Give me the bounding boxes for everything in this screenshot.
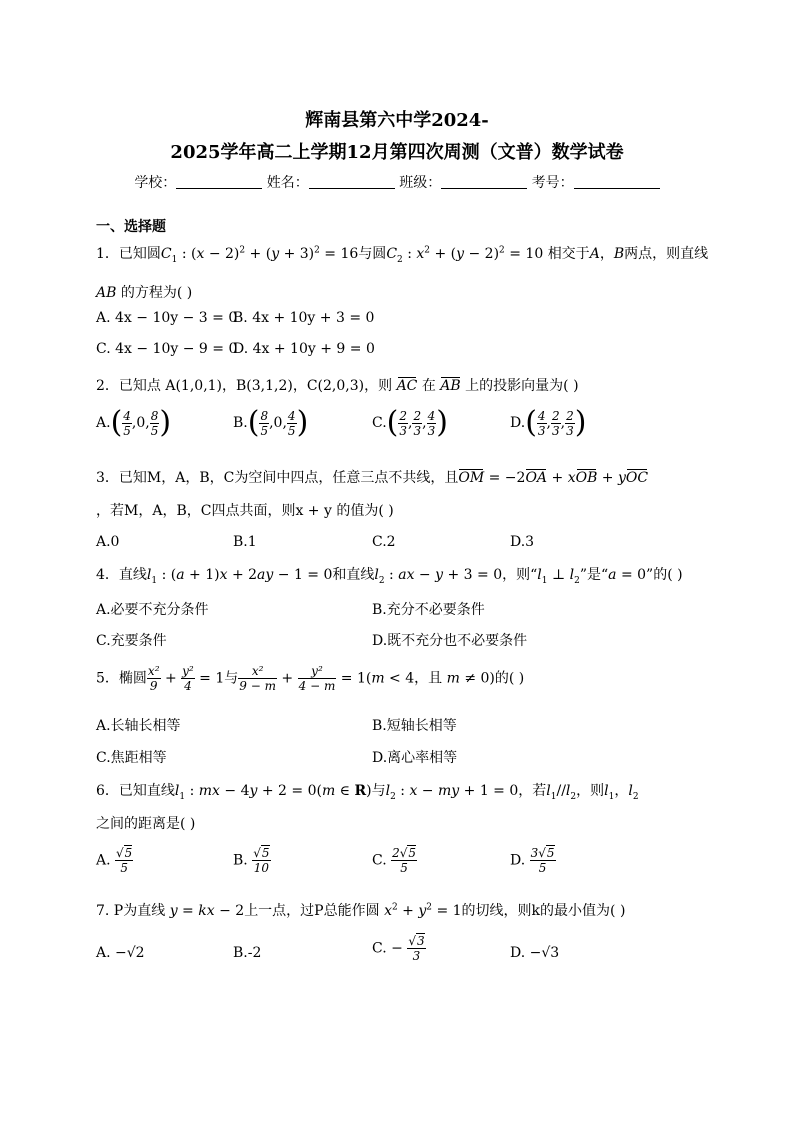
question-6: 6．已知直线$l_1$ : mx − 4y + 2 = 0(m ∈ R)与$l_2$ : x − my + 1 = 0，若$l_1//l_2$，则$l_1$，$l_2$ [96,783,639,802]
section-title: 一、选择题 [96,219,166,235]
q4-option-c[interactable]: C.充要条件 [96,633,167,649]
question-3-line2: ，若M，A，B，C四点共面，则x + y 的值为( ) [96,503,394,519]
question-7: 7. P为直线 y = kx − 2上一点，过P总能作圆 $x^2 + y^2 = 1$的切线，则k的最小值为( ) [96,902,626,919]
q3-option-d[interactable]: D.3 [510,534,535,550]
school-label: 学校： [134,175,177,191]
q6-option-d[interactable]: D. $\frac{3√5}{5}$ [510,846,555,875]
question-6-line2: 之间的距离是( ) [96,816,196,832]
q6-option-b[interactable]: B. $\frac{√5}{10}$ [233,846,270,875]
q4-option-d[interactable]: D.既不充分也不必要条件 [372,633,528,649]
q7-option-a[interactable]: A. −√2 [96,945,145,961]
class-label: 班级： [399,175,442,191]
q4-option-b[interactable]: B.充分不必要条件 [372,602,485,618]
q6-option-a[interactable]: A. $\frac{√5}{5}$ [96,846,133,875]
q5-option-d[interactable]: D.离心率相等 [372,750,458,766]
exam-number-blank[interactable] [574,174,660,189]
q2-option-b[interactable]: B.( $\frac{8}{5}$ ,0, $\frac{4}{5}$ ) [233,405,309,440]
q7-option-d[interactable]: D. −√3 [510,945,560,961]
name-blank[interactable] [309,174,395,189]
question-1: 1．已知圆$C_1$ : $(x - 2)^2 + (y + 3)^2 = 16$与圆$C_2$ : $x^2 + (y - 2)^2 = 10$ 相交于A，B两点，则直线 [96,245,709,265]
q2-option-c[interactable]: C.( $\frac{2}{3}$ , $\frac{2}{3}$ , $\frac{4}{3}$ ) [372,405,448,440]
q6-option-c[interactable]: C. $\frac{2√5}{5}$ [372,846,417,875]
exam-title-line1: 辉南县第六中学2024- [305,110,489,131]
class-blank[interactable] [441,174,527,189]
q1-option-c[interactable]: C. 4x − 10y − 9 = 0 [96,341,238,357]
q1-option-d[interactable]: D. 4x + 10y + 9 = 0 [233,341,375,357]
q3-option-c[interactable]: C.2 [372,534,396,550]
q7-option-c[interactable]: C. − $\frac{√3}{3}$ [372,934,425,963]
q1-option-a[interactable]: A. 4x − 10y − 3 = 0 [96,310,238,326]
q3-option-b[interactable]: B.1 [233,534,257,550]
q5-option-a[interactable]: A.长轴长相等 [96,718,181,734]
q2-option-a[interactable]: A.( $\frac{4}{5}$ ,0, $\frac{8}{5}$ ) [96,405,172,440]
question-3: 3．已知M，A，B，C为空间中四点，任意三点不共线，且OM = −2OA + xOB + yOC [96,470,649,486]
name-label: 姓名： [266,175,309,191]
school-blank[interactable] [176,174,262,189]
question-4: 4．直线$l_1$ : (a + 1)x + 2ay − 1 = 0和直线$l_2$ : ax − y + 3 = 0，则“$l_1$ ⊥ $l_2$”是“a = 0”的( ) [96,567,683,586]
question-5: 5．椭圆 $\frac{\text{x²}}{9}$ + $\frac{\text{y²}}{4}$ = 1与 $\frac{\text{x²}}{9 - m}$ + $\frac{\text{y²}}{4 - m}$ = 1(m < 4，且 m ≠ 0)的( ) [96,664,525,693]
q3-option-a[interactable]: A.0 [96,534,120,550]
q5-option-c[interactable]: C.焦距相等 [96,750,167,766]
exam-number-label: 考号： [531,175,574,191]
question-2: 2．已知点 A(1,0,1)，B(3,1,2)，C(2,0,3)，则 AC 在 AB 上的投影向量为( ) [96,378,579,394]
exam-title-line2: 2025学年高二上学期12月第四次周测（文普）数学试卷 [170,142,624,163]
q5-option-b[interactable]: B.短轴长相等 [372,718,457,734]
q7-option-b[interactable]: B.-2 [233,945,262,961]
q4-option-a[interactable]: A.必要不充分条件 [96,602,209,618]
question-1-line2: AB 的方程为( ) [96,285,193,301]
q1-option-b[interactable]: B. 4x + 10y + 3 = 0 [233,310,375,326]
student-info-row [0,172,794,192]
q2-option-d[interactable]: D.( $\frac{4}{3}$ , $\frac{2}{3}$ , $\frac{2}{3}$ ) [510,405,587,440]
